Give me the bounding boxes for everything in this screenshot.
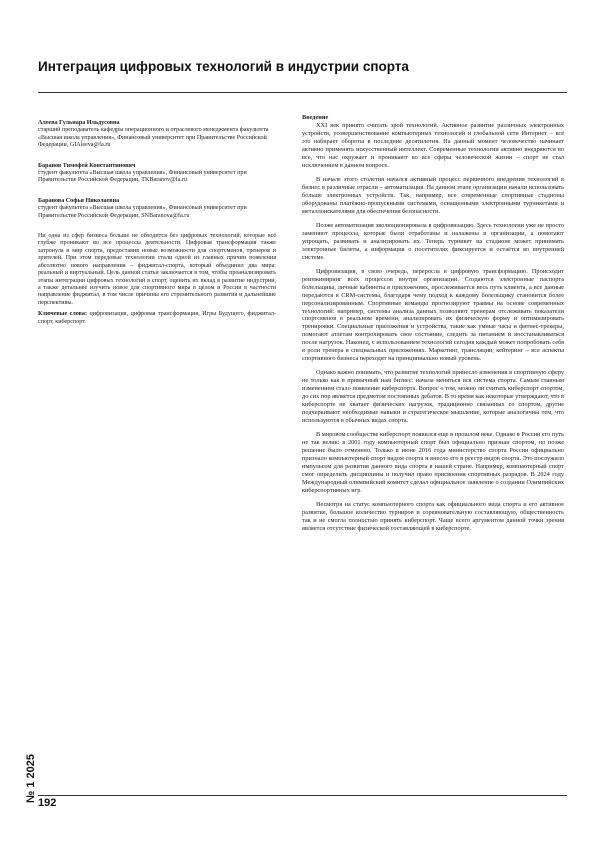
body-paragraph: Несмотря на статус компьютерного спорта как официального вида спорта и его активное развитие, большое количество турниров и соревновательную составляющую, общественность так и не смогла полностью принять киберспорт. Чаще всего аргументом данной точки зрения является отсутствие физической составляющей в киберспорте. xyxy=(302,501,564,532)
footer-divider xyxy=(38,795,567,796)
article-title: Интеграция цифровых технологий в индустрии спорта xyxy=(38,59,409,74)
body-paragraph: Позже автоматизация эволюционировала в цифровизацию. Здесь технологии уже не просто заменяют процессы, которые были отработаны и налажены в организации, а помогают упрощать, развивать и анализировать их. Теперь турникет на стадионе может принимать электронные билеты, а информация о посетителях фиксируется и остаётся во внутренней системе. xyxy=(302,221,564,261)
title-divider xyxy=(38,92,567,93)
author-affiliation: студент факультета «Высшая школа управления», Финансовый университет при Правительстве Российской Федерации, TKBaranov@fa.ru xyxy=(38,170,247,184)
author-block xyxy=(38,198,276,220)
keywords-label: Ключевые слова: xyxy=(38,311,87,318)
body-paragraph: В начале этого столетия начался активный процесс первичного внедрения технологий в бизнес в различные отрасли – автоматизация. На данном этапе организации начали использовать больше электронных устройств. Так, например, все современные спортивные стадионы оборудованы платёжно-пропускными системами, оснащенными электронными турникетами и металлоискателями для обеспечения безопасности. xyxy=(302,175,564,215)
author-name: Баранова Софья Николаевна xyxy=(38,197,120,204)
body-paragraph: В мировом сообществе киберспорт появился еще в прошлом веке. Однако в России его путь не так велик: в 2001 году компьютерный спорт был официально признан спортом, но позже решение было отменено. Только в июне 2016 года министерство спорта России официально признало компьютерный спорт видом спорта и внесло его в реестр видов спорта. Это послужило импульсом для развития данного вида спорта в нашей стране. Например, компьютерный спорт смог определить дисциплины и получил право присвоения спортивных разрядов. В 2024 году Международный олимпийский комитет сделал официальное заявление о создании Олимпийских киберспортивных игр. xyxy=(302,431,564,494)
author-block xyxy=(38,163,276,185)
body-paragraph: XXI век принято считать эрой технологий. Активное развитие различных электронных устройств, усовершенствование компьютерных технологий и глобальной сети Интернет – всё это набирает обороты в последние десятилетия. На данный момент человечество начинает активно применять искусственный интеллект. Современные технологии активно внедряются во все, что нас окружает и проникают во все сферы человеческой жизни – спорт не стал исключением в данном вопросе. xyxy=(302,121,564,169)
body-paragraph: Однако важно понимать, что развитие технологий принесло изменения в спортивную сферу не только как в привычный нам бизнес: начала меняться вся система спорта. Самым главным изменением стало появление киберспорта. Вопрос о том, можно ли считать киберспорт спортом, до сих пор является предметом постоянных дебатов. В то время как некоторые утверждают, что в киберспорте не хватает физических нагрузок, традиционно связанных со спортом, другие подчеркивают необходимые навыки и стратегическое мышление, которые аналогичны тем, что используются в обычных видах спорта. xyxy=(302,369,564,425)
author-name: Алеева Гульнара Ильдусовна xyxy=(38,120,120,126)
keywords-text: цифровизация, цифровая трансформация, Игры Будущего, фиджитал-спорт, киберспорт. xyxy=(38,311,276,325)
author-affiliation: студент факультета «Высшая школа управления», Финансовый университет при Правительстве Российской Федерации, SNBaranova@fa.ru xyxy=(38,205,247,219)
page-number: 192 xyxy=(38,797,57,809)
abstract: Ни одна из сфер бизнеса больше не обходится без цифровых технологий, которые всё глубже проникают во все процессы деятельности. Цифровая трансформация также затронула и мир спорта, предоставив новые возможности для спортсменов, тренеров и зрителей. При этом передовые технологии стали одной из главных причин появления абсолютно нового направления – фиджитал-спорта, который объединил два мира: реальный и виртуальный. Цель данной статьи заключается в том, чтобы проанализировать этапы интеграции цифровых технологий в спорт, оценить их вклад в развитие индустрии, а также детальнее изучить новое для спортивного мира в целом и России в частности направление фиджитал, в том числе причины его стремительного развития и дальнейшие перспективы. xyxy=(38,233,276,306)
right-column xyxy=(302,114,564,539)
issue-label: № 1 2025 xyxy=(25,754,37,803)
section-heading: Введение xyxy=(302,114,329,121)
body-paragraph: Цифровизация, в свою очередь, переросла в цифровую трансформацию. Происходит реинжиниринг всех процессов внутри организации. Создаются электронные паспорта болельщика, личные кабинеты в приложениях, прослеживается весь путь клиента, а все данные передаются в CRM-системы, благодаря чему подход к каждому болельщику становится более персонализированным. Спортивные команды прогнозируют травмы на основе современных технологий: например, системы анализа данных позволяют тренерам отслеживать показатели спортсменов в реальном времени, анализировать их физическую форму и оптимизировать тренировки. Специальные приложения и устройства, такие как умные часы и фитнес-трекеры, помогают атлетам контролировать свое состояние, следить за питанием и восстанавливаться после нагрузок. Наконец, с использованием технологий сегодня каждый может попробовать себя в роли тренера в специальных приложениях. Маркетинг, трансляции, кейтеринг – все аспекты спортивного бизнеса переходят на принципиально новый уровень. xyxy=(302,267,564,363)
author-block xyxy=(38,120,276,150)
left-column xyxy=(38,120,276,326)
author-affiliation: старший преподаватель кафедры операционного и отраслевого менеджмента факультета «Высшая школа управления», Финансовый университет при Правительстве Российской Федерации, GIAleeva@fa.ru xyxy=(38,127,269,149)
keywords xyxy=(38,311,276,326)
author-name: Баранов Тимофей Константинович xyxy=(38,162,136,169)
